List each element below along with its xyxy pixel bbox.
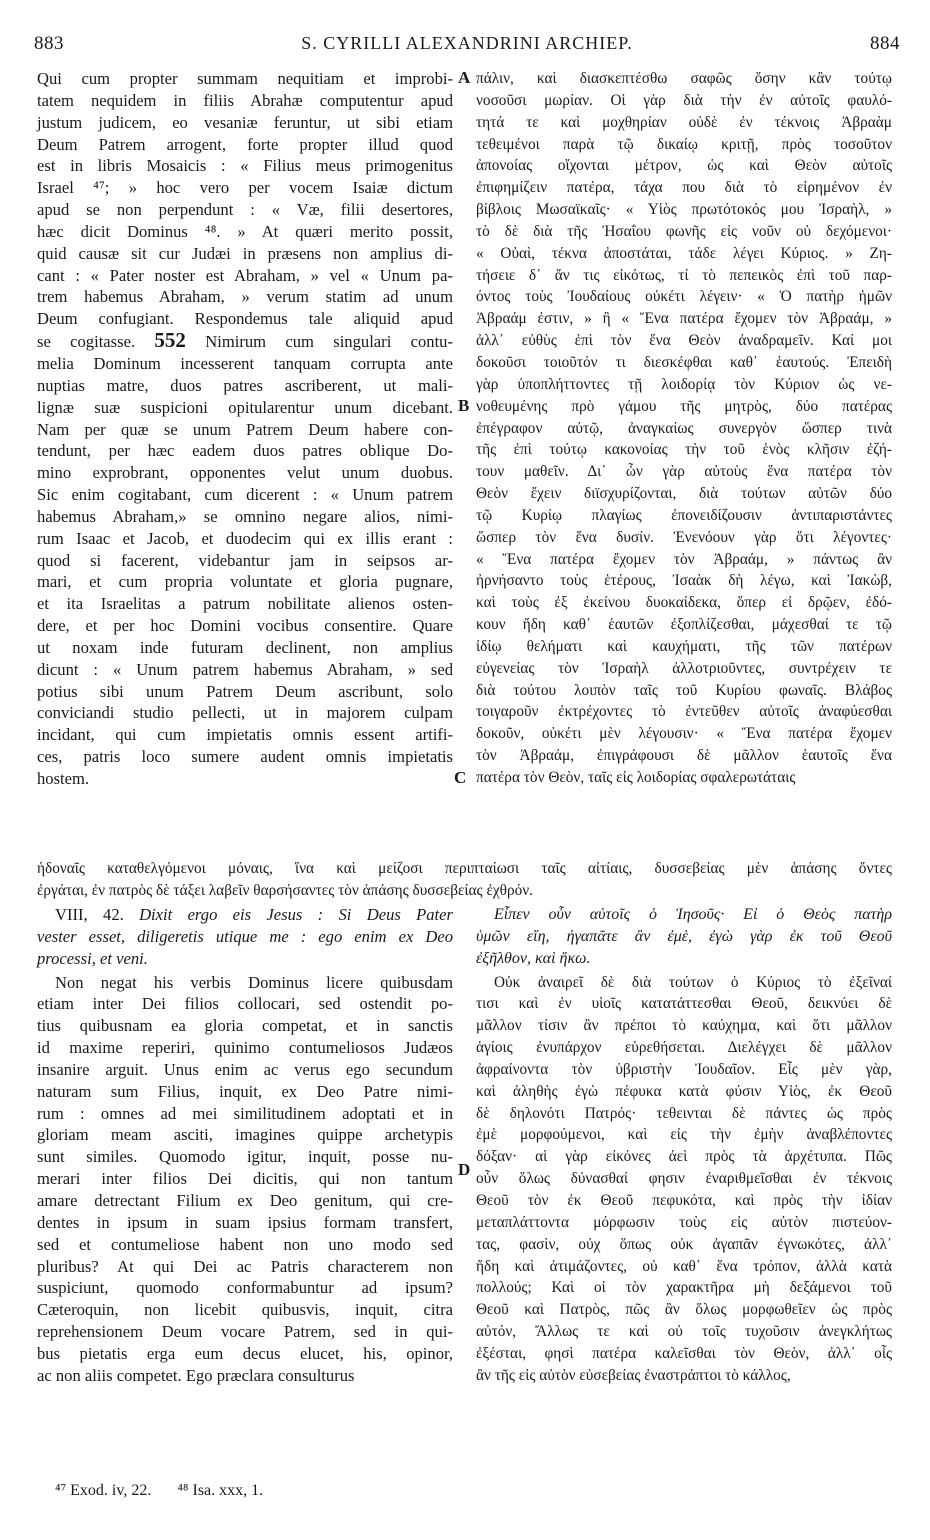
text-line: νοθευμένης πρὸ γάμου τῆς μητρὸς, δύο πατέρας: [476, 397, 892, 415]
text-line: δοκοῦν, οὐκέτι μὲν λέγουσιν· « Ἕνα πατέρα ἔχομεν: [476, 725, 892, 743]
text-line: bus pietatis erga eum decus elucet, his, opinor,: [37, 1343, 453, 1363]
text-line: Israel ⁴⁷; » hoc vero per vocem Isaiæ dictum: [37, 178, 453, 198]
text-line: ἰδίῳ θελήματι καὶ καυχήματι, τῆς τῶν πατέρων: [476, 637, 892, 655]
greek-heading-line: ἐξῆλθον, καὶ ἥκω.: [476, 949, 591, 967]
text-line: gloriam meam asciti, imagines quippe archetypis: [37, 1125, 453, 1145]
text-line: πάλιν, καὶ διασκεπτέσθω σαφῶς ὅσην κἂν τούτῳ: [476, 70, 892, 87]
text-line: Θεοῦ τὸν ἐκ Θεοῦ πεφυκότα, καὶ πρὸς τὴν ἰδίαν: [476, 1191, 892, 1209]
text-line: μεταπλάττοντα μόρφωσιν τοὺς εἰς αὐτὸν πιστεύον-: [476, 1213, 892, 1231]
text-line: lignæ suæ suspicioni opitularentur unum dicebant.: [37, 397, 453, 417]
text-line: trem habemus Abraham, » verum statim ad unum: [37, 287, 453, 307]
text-line: αὐτόν, Ἄλλως τε καὶ οὐ τοῖς τυχοῦσιν ἀνεγκλήτως: [476, 1323, 892, 1341]
footnote: ⁴⁸ Isa. xxx, 1.: [177, 1482, 264, 1499]
greek-heading: [476, 904, 892, 970]
greek-heading-line: Εἶπεν οὖν αὐτοῖς ὁ Ἰησοῦς· Εἰ ὁ Θεὸς πατὴρ: [494, 906, 892, 923]
text-line: ἐργάται, ἐν πατρὸς δὲ τάξει λαβεῖν θαρσήσαντες τὸν ἁπάσης δυσσεβείας ἐχθρόν.: [37, 882, 534, 899]
text-line: etiam inter Dei filios collocari, sed ostendit po-: [37, 994, 453, 1014]
text-line: όντος τοὺς Ἰουδαίους οὐκέτι λέγειν· « Ὁ πατὴρ ἡμῶν: [476, 288, 892, 306]
text-line: ἤδη καὶ ἀτιμάζοντες, οὐ καθ᾽ ἕνα τρόπον, ἀλλὰ κατὰ: [476, 1257, 892, 1275]
latin-body: [37, 972, 453, 1387]
text-line: Θεοῦ καὶ Πατρὸς, πῶς ἂν ὅλως μορφωθεῖεν ὡς πρὸς: [476, 1301, 892, 1319]
text-line: [37, 330, 453, 353]
text-segment: se cogitasse.: [37, 332, 136, 352]
text-line: τὸν Ἀβραάμ, ἐπιγράφουσι δὲ μᾶλλον ἑαυτοῖς ἕνα: [476, 747, 892, 765]
text-line: οὖν ὅλως δύνασθαί φησιν ἐναριθμεῖσθαι ἐν τέκνοις: [476, 1170, 892, 1188]
text-line: ἡδοναῖς καταθελγόμενοι μόναις, ἵνα καὶ μείζοσι περιπταίωσι ταῖς αἰτίαις, δυσσεβείας μὲν ἁπάσης ὄντες: [37, 860, 892, 877]
text-line: tatem nequidem in filiis Abrahæ computentur apud: [37, 90, 453, 110]
text-line: πατέρα τὸν Θεὸν, ταῖς εἰς λοιδορίας σφαλερωτάταις: [476, 769, 796, 786]
running-title: S. CYRILLI ALEXANDRINI ARCHIEP.: [301, 33, 633, 53]
greek-heading-line: ὑμῶν εἴη, ἠγαπᾶτε ἂν ἐμὲ, ἐγὼ γὰρ ἐκ τοῦ Θεοῦ: [476, 927, 892, 945]
text-line: « Ἕνα πατέρα ἔχομεν τὸν Ἀβραάμ, » πάντως ἂν: [476, 550, 892, 568]
text-line: incidant, qui cum impietatis omnis essent artifi-: [37, 725, 453, 745]
text-line: τας, φασὶν, οὐχ ὅπως οὐκ ἀγαπᾶν ἐγνωκότες, ἀλλ᾽: [476, 1235, 892, 1253]
text-line: εὐγενείας τὸν Ἰσραὴλ ἀλλοτριοῦντες, συντρέχειν τε: [476, 659, 892, 677]
text-line: « Οὐαὶ, τέκνα ἀποστάται, τάδε λέγει Κύριος. » Ζη-: [476, 244, 892, 262]
text-line: ὥσπερ τὸν ἕνα δυσίν. Ἐνενόουν γὰρ ὅτι λέγοντες·: [476, 528, 892, 546]
text-line: δόξαν· αἱ γὰρ εἰκόνες ἀεὶ πρὸς τὰ ἀρχέτυπα. Πῶς: [476, 1148, 892, 1166]
text-line: Οὐκ ἀναιρεῖ δὲ διὰ τούτων ὁ Κύριος τὸ ἐξεῖναί: [494, 973, 892, 991]
text-line: dentes in ipsum in suam ipsius formam transfert,: [37, 1212, 453, 1232]
latin-heading-text: Dixit ergo eis Jesus : Si Deus Pater: [139, 905, 453, 924]
text-line: habemus Abraham,» se omnino negare alios, nimi-: [37, 506, 453, 526]
text-line: κουν ἤδη καθ᾽ ἑαυτῶν ἐξοπλίζεσθαι, μάχεσθαί τε τῷ: [476, 616, 892, 634]
margin-letter-b: B: [458, 396, 470, 415]
latin-column-bottom: [37, 904, 453, 1387]
text-line: ac non aliis competet. Ego præclara consulturus: [37, 1365, 355, 1385]
text-line: Qui cum propter summam nequitiam et improbi-: [37, 69, 453, 88]
text-line: insanire arguit. Unus enim ac verus ego secundum: [37, 1059, 453, 1079]
text-line: suspiciunt, quomodo conformabuntur ad ipsum?: [37, 1278, 453, 1298]
text-line: ut noxam inde futuram declinent, non amplius: [37, 637, 453, 657]
column-number: 552: [154, 328, 186, 353]
text-line: tendunt, per hæc eadem duos patres oblique Do-: [37, 441, 453, 461]
text-line: dere, et per hoc Domini vocibus consentire. Quare: [37, 616, 453, 636]
latin-heading: [37, 904, 453, 970]
text-line: Nam per quæ se unum Patrem Deum habere con-: [37, 419, 453, 439]
text-line: id maxime reperiri, quinimo contumeliosos Judæos: [37, 1038, 453, 1058]
greek-column-top: [476, 68, 892, 789]
text-line: Deum confugiant. Respondemus tale aliquid apud: [37, 309, 453, 329]
latin-column-top: [37, 68, 453, 790]
text-line: hostem.: [37, 769, 90, 788]
text-line: τεθειμένοι παρὰ τῷ δικαίῳ κριτῇ, πρὸς τοσοῦτον: [476, 135, 892, 153]
text-line: Θεὸν ἔχειν διϊσχυρίζονται, διὰ τούτων αὐτῶν δύο: [476, 485, 892, 503]
text-line: Deum Patrem arrogent, forte propter illud quod: [37, 134, 453, 154]
text-line: apud se non perpendunt : « Væ, filii desertores,: [37, 200, 453, 220]
text-line: hæc dicit Dominus ⁴⁸. » At quæri merito possit,: [37, 221, 453, 241]
greek-fullwidth-text: [37, 858, 892, 902]
text-line: δοκοῦσι τοιοῦτόν τι διεσκέφθαι καθ᾽ ἑαυτούς. Ἐπειδὴ: [476, 353, 892, 371]
text-line: Non negat his verbis Dominus licere quibusdam: [55, 972, 453, 992]
text-line: amare detrectant Filium ex Deo genitum, qui cre-: [37, 1190, 453, 1210]
text-line: potius sibi unum Patrem Deum ascribunt, solo: [37, 681, 453, 701]
text-line: τὸ δὲ διὰ τῆς Ἡσαΐου φωνῆς εἰς νοῦν οὐ δεχόμενοι·: [476, 222, 892, 240]
text-line: ἐπέγραφον αὐτῷ, ἀναγκαίως συνεργὸν ὥσπερ τινὰ: [476, 419, 892, 437]
text-line: sunt similes. Quomodo igitur, inquit, posse nu-: [37, 1147, 453, 1167]
text-line: nuptias matre, duos patres ascriberent, ut mali-: [37, 375, 453, 395]
latin-heading-ref: VIII, 42.: [55, 905, 124, 924]
text-segment: Nimirum cum singulari contu-: [205, 332, 454, 352]
text-line: νοσοῦσι μωρίαν. Οἱ γὰρ διὰ τὴν ἐν αὐτοῖς φαυλό-: [476, 91, 892, 109]
text-line: quid causæ sit cur Judæi in præsens non amplius di-: [37, 243, 453, 263]
text-line: καὶ ἀληθὴς ἐγὼ πέφυκα κατὰ φύσιν Υἱὸς, ἐκ Θεοῦ: [476, 1082, 892, 1100]
text-line: τήσειε δ᾽ ἄν τις εἰκότως, τί τὸ πεπεικὸς ἐπὶ τοῦ παρ-: [476, 266, 892, 284]
text-line: βίβλοις Μωσαϊκαῖς· « Υἱὸς πρωτότοκός μου Ἰσραὴλ, »: [476, 201, 892, 219]
text-line: ἐμὲ μορφούμενοι, καὶ εἰς τὴν ἐμὴν ἀναβλέποντες: [476, 1126, 892, 1144]
footnotes: [55, 1482, 285, 1500]
text-line: tius quibusnam ea gloria competat, et in sanctis: [37, 1016, 453, 1036]
text-line: ces, patris loco sumere audent omnis impietatis: [37, 747, 453, 767]
text-line: δὲ δηλονότι Πατρός· τεθεινται δὲ πάντες ὡς πρὸς: [476, 1104, 892, 1122]
text-line: τῷ Κυρίῳ πλαγίως ἐπονειδίζουσιν ἀντιπαριστάντες: [476, 506, 892, 524]
text-line: ἀφραίνοντα τὸν ὑβριστὴν Ἰουδαῖον. Εἷς μὲν γὰρ,: [476, 1060, 892, 1078]
text-line: Cæteroquin, non licebit quibusvis, inquit, citra: [37, 1300, 453, 1320]
text-line: merari inter filios Dei dicitis, qui non tantum: [37, 1169, 453, 1189]
margin-letter-a: A: [458, 68, 471, 87]
text-line: naturam sum Filius, inquit, ex Deo Patre nimi-: [37, 1081, 453, 1101]
text-line: rum Isaac et Jacob, et duodecim qui ex illis erant :: [37, 528, 453, 548]
text-line: rum : omnes ad mei similitudinem adoptati et in: [37, 1103, 453, 1123]
text-line: τητά τε καὶ μοχθηρίαν οὐδὲ ἐν τέκνοις Ἀβραὰμ: [476, 113, 892, 131]
greek-body: [476, 972, 892, 1387]
text-line: Ἀβραάμ ἐστιν, » ἢ « Ἕνα πατέρα ἔχομεν τὸν Ἀβραάμ, »: [476, 310, 892, 328]
text-line: τοιγαροῦν ἐκτρέχοντες τὸ ἐντεῦθεν αὐτοῖς ἀναφύεσθαι: [476, 703, 892, 721]
latin-heading-line: vester esset, diligeretis utique me : ego enim ex Deo: [37, 926, 453, 946]
text-line: pluribus? At qui Dei ac Patris characterem non: [37, 1256, 453, 1276]
text-line: conviciandi studio pellecti, ut in majorem culpam: [37, 703, 453, 723]
page-header: [34, 33, 900, 63]
text-line: est in libris Mosaicis : « Filius meus primogenitus: [37, 156, 453, 176]
text-line: mino exprobrant, opponentes velut unum duobus.: [37, 463, 453, 483]
text-line: sed et contumeliose habent non uno modo sed: [37, 1234, 453, 1254]
text-line: ἀλλ᾽ εὐθὺς ἐπὶ τὸν ἕνα Θεὸν ἀναδραμεῖν. Καί μοι: [476, 332, 892, 350]
text-line: dicunt : « Unum patrem habemus Abraham, » sed: [37, 659, 453, 679]
page-number-left: 883: [34, 33, 64, 54]
text-line: cant : « Pater noster est Abraham, » vel « Unum pa-: [37, 265, 453, 285]
text-line: reprehensionem Deum vocare Patrem, sed in qui-: [37, 1322, 453, 1342]
text-line: mari, et cum propria voluntate et gloria pugnare,: [37, 572, 453, 592]
text-line: μᾶλλον τίσιν ἂν πρέποι τὸ καύχημα, καὶ ὅτι μᾶλλον: [476, 1017, 892, 1035]
text-line: τουν μαθεῖν. Δι᾽ ὧν γὰρ αὐτοὺς ἕνα πατέρα τὸν: [476, 463, 892, 481]
margin-letter-c: C: [454, 768, 467, 787]
text-line: Sic enim cogitabant, cum dicerent : « Unum patrem: [37, 485, 453, 505]
text-line: πολλούς; Καὶ οἱ τὸν χαρακτῆρα μὴ δεξάμενοι τοῦ: [476, 1279, 892, 1297]
text-line: et ita Israelitas a patrum nobilitate alienos osten-: [37, 594, 453, 614]
text-line: melia Dominum incesserent tanquam corrupta ante: [37, 353, 453, 373]
text-line: ἂν τῆς εἰς αὐτὸν εὐσεβείας ἐναστράπτοι τὸ κάλλος,: [476, 1366, 791, 1384]
text-line: διὰ τούτου λοιπὸν ταῖς τοῦ Κυρίου φωναῖς. Βλάβος: [476, 681, 892, 699]
greek-column-bottom: [476, 904, 892, 1387]
latin-heading-line: processi, et veni.: [37, 948, 148, 968]
text-line: τῆς ἐπὶ τούτῳ κακονοίας τὴν τοῦ ἑνὸς κλῆσιν ἐζή-: [476, 441, 892, 459]
text-line: quod si facerent, videbantur jam in seipsos ar-: [37, 550, 453, 570]
text-line: τισι καὶ ἐν υἱοῖς κατατάττεσθαι Θεοῦ, δεικνύει δὲ: [476, 995, 892, 1013]
text-line: ἀπονοίας οἴχονται μέτρον, ὡς καὶ Θεὸν αὐτοῖς: [476, 157, 892, 175]
page-number-right: 884: [869, 33, 900, 54]
text-line: ἐξέσται, φησὶ πατέρα καλεῖσθαι τὸν Θεὸν, ἀλλ᾽ οἷς: [476, 1344, 892, 1362]
margin-letter-d: D: [458, 1160, 471, 1179]
text-line: γὰρ ὑποπλήττοντες τῇ λοιδορίᾳ τὸν Κύριον ὡς νε-: [476, 375, 892, 393]
text-line: ἐπιφημίζειν πατέρα, τάχα που διὰ τὸ εἰρημένον ἐν: [476, 179, 892, 197]
text-line: καὶ τοὺς ἐξ ἐκείνου δυοκαίδεκα, ὅπερ εἰ δρῷεν, ἐδό-: [476, 594, 892, 612]
text-line: ἠρνήσαντο τοὺς ἑτέρους, Ἰσαὰκ δὴ λέγω, καὶ Ἰακὼβ,: [476, 572, 892, 590]
text-line: justum judicem, eo vesaniæ feruntur, ut sibi etiam: [37, 112, 453, 132]
footnote: ⁴⁷ Exod. iv, 22.: [55, 1482, 152, 1499]
text-line: ἁγίοις ἐνυπάρχον εὑρεθήσεται. Διελέγχει δὲ μᾶλλον: [476, 1039, 892, 1057]
